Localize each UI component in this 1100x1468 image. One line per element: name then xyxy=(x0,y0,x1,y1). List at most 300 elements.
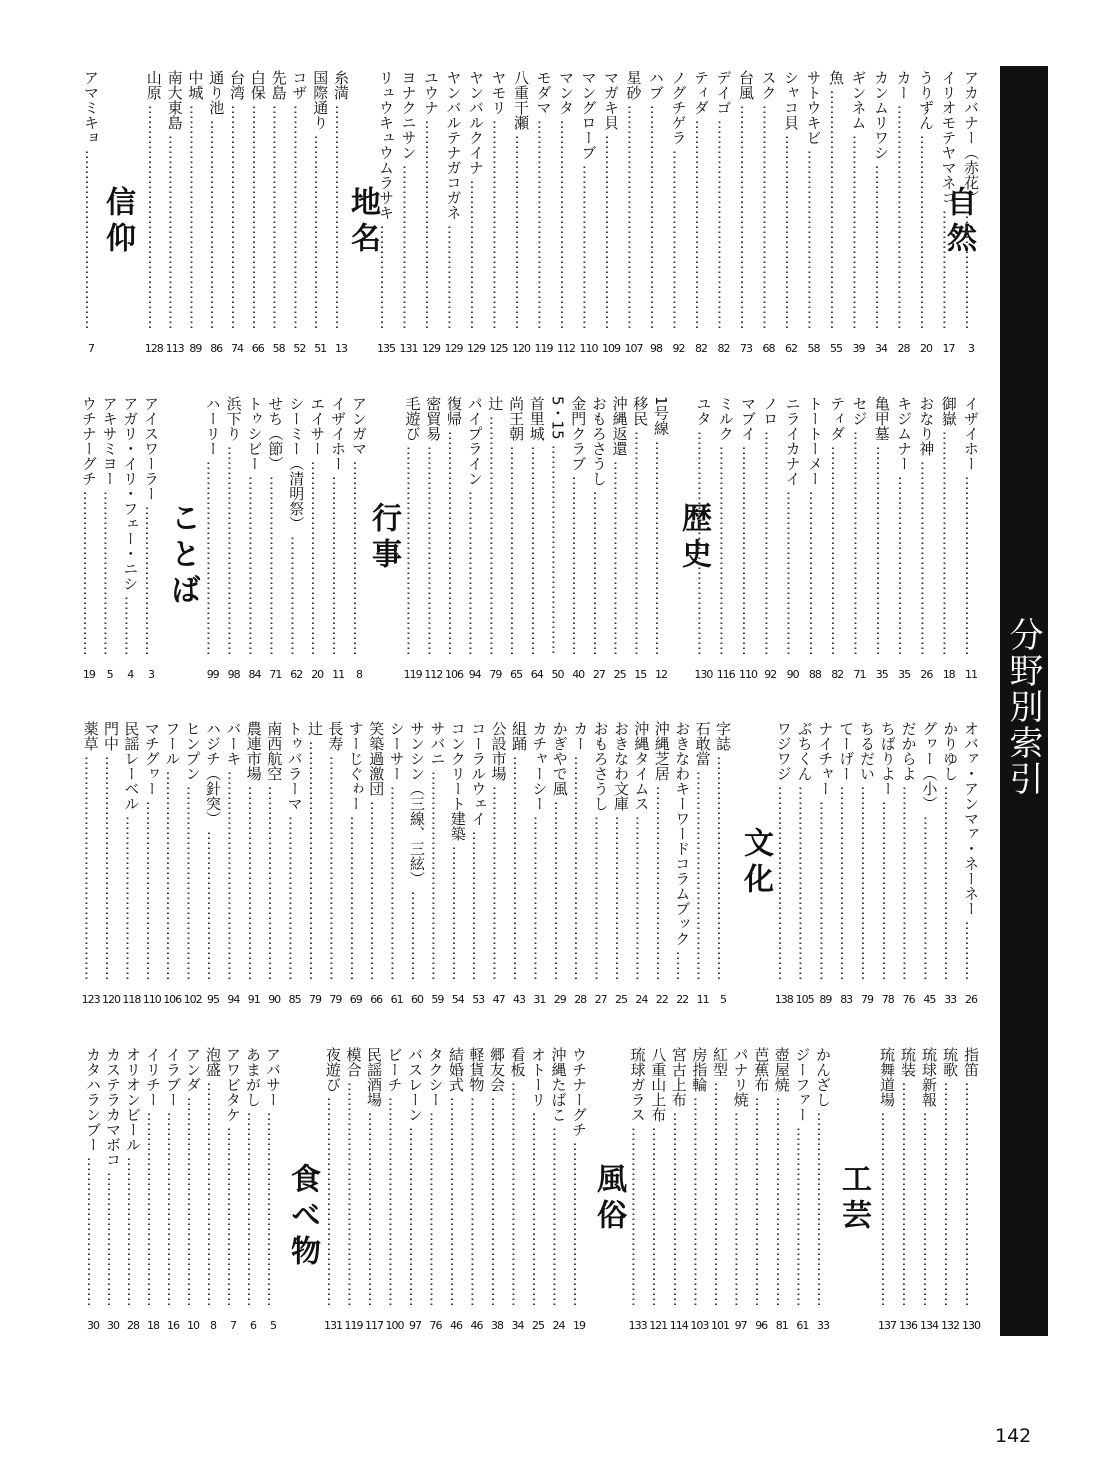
entry-name: カー …………………………………………………………………………………………………… xyxy=(893,70,915,330)
entry-page: 40 xyxy=(572,668,585,681)
entry-name: せち（節） …………………………………………………………………………………………………… xyxy=(264,396,286,656)
entry-name: 夜遊び …………………………………………………………………………………………………… xyxy=(322,1047,344,1307)
index-entry xyxy=(120,717,142,1017)
index-entry xyxy=(486,1043,508,1343)
index-entry xyxy=(938,392,960,692)
entry-name: 辻 …………………………………………………………………………………………………… xyxy=(484,396,506,656)
entry-name: ちばりよー …………………………………………………………………………………………………… xyxy=(877,721,899,981)
heading-fuzoku: 風俗 xyxy=(591,1163,626,1235)
entry-page: 76 xyxy=(429,1319,442,1332)
index-entry xyxy=(384,1043,406,1343)
entry-name: パイプライン …………………………………………………………………………………………………… xyxy=(464,396,486,656)
entry-page: 60 xyxy=(411,993,423,1006)
entry-name: ワジワジ …………………………………………………………………………………………………… xyxy=(773,721,795,981)
entry-page: 34 xyxy=(511,1319,524,1332)
entry-name: ユウナ …………………………………………………………………………………………………… xyxy=(420,70,442,330)
entry-name: イリチー …………………………………………………………………………………………………… xyxy=(142,1047,164,1307)
index-entry xyxy=(668,1043,690,1343)
index-entry xyxy=(645,66,667,366)
index-entry xyxy=(508,717,530,1017)
index-entry xyxy=(80,717,102,1017)
entry-name: おもろさうし …………………………………………………………………………………………………… xyxy=(590,721,612,981)
index-entry xyxy=(119,392,141,692)
entry-name: バーキ …………………………………………………………………………………………………… xyxy=(222,721,244,981)
entry-page: 24 xyxy=(552,1319,565,1332)
entry-page: 52 xyxy=(293,342,306,355)
entry-name: 5・15 …………………………………………………………………………………………………… xyxy=(547,396,569,656)
entry-name: ハブ …………………………………………………………………………………………………… xyxy=(645,70,667,330)
entry-page: 38 xyxy=(491,1319,503,1332)
entry-name: 台湾 …………………………………………………………………………………………………… xyxy=(226,70,248,330)
entry-page: 61 xyxy=(390,993,403,1006)
entry-name: バスレーン …………………………………………………………………………………………………… xyxy=(404,1047,426,1307)
index-entry xyxy=(918,1043,940,1343)
index-entry xyxy=(877,717,899,1017)
index-entry xyxy=(960,1043,982,1343)
entry-page: 99 xyxy=(206,668,219,681)
entry-page: 58 xyxy=(807,342,820,355)
entry-name: おきなわキーワードコラムブック …………………………………………………………………………………………………… xyxy=(671,721,693,981)
entry-name: タクシー …………………………………………………………………………………………………… xyxy=(425,1047,447,1307)
entry-page: 120 xyxy=(102,993,120,1006)
entry-name: アカバナー（赤花） …………………………………………………………………………………………………… xyxy=(960,70,982,330)
entry-name: 尚王朝 …………………………………………………………………………………………………… xyxy=(505,396,527,656)
index-entry xyxy=(182,1043,204,1343)
entry-name: コンクリート建築 …………………………………………………………………………………………………… xyxy=(447,721,469,981)
entry-name: アキサミヨー …………………………………………………………………………………………………… xyxy=(99,396,121,656)
entry-page: 135 xyxy=(377,342,395,355)
entry-page: 11 xyxy=(965,668,977,681)
index-entry xyxy=(164,66,186,366)
entry-page: 25 xyxy=(615,993,627,1006)
entry-name: 密貿易 …………………………………………………………………………………………………… xyxy=(422,396,444,656)
entry-name: 宮古上布 …………………………………………………………………………………………………… xyxy=(668,1047,690,1307)
index-entry xyxy=(835,717,857,1017)
heading-shinko: 信仰 xyxy=(100,186,135,258)
index-entry xyxy=(484,392,506,692)
index-entry xyxy=(464,392,486,692)
entry-name: 国際通り …………………………………………………………………………………………………… xyxy=(309,70,331,330)
index-entry xyxy=(425,1043,447,1343)
entry-page: 78 xyxy=(881,993,894,1006)
entry-name: フール …………………………………………………………………………………………………… xyxy=(161,721,183,981)
index-entry xyxy=(162,1043,184,1343)
entry-page: 129 xyxy=(467,342,485,355)
entry-name: ヒンプン …………………………………………………………………………………………………… xyxy=(182,721,204,981)
index-entry xyxy=(812,1043,834,1343)
heading-bunka: 文化 xyxy=(738,827,773,899)
entry-name: 沖縄たばこ …………………………………………………………………………………………………… xyxy=(548,1047,570,1307)
index-entry xyxy=(750,1043,772,1343)
entry-page: 89 xyxy=(189,342,202,355)
entry-page: 35 xyxy=(875,668,888,681)
entry-name: 復帰 …………………………………………………………………………………………………… xyxy=(443,396,465,656)
entry-page: 94 xyxy=(468,668,481,681)
entry-page: 35 xyxy=(898,668,911,681)
entry-page: 22 xyxy=(676,993,689,1006)
entry-page: 97 xyxy=(734,1319,747,1332)
entry-page: 27 xyxy=(592,668,605,681)
entry-name: アマミキョ …………………………………………………………………………………………………… xyxy=(80,70,102,330)
entry-name: 魚 …………………………………………………………………………………………………… xyxy=(825,70,847,330)
index-entry xyxy=(918,717,940,1017)
index-entry xyxy=(443,392,465,692)
entry-name: アンガマ …………………………………………………………………………………………………… xyxy=(348,396,370,656)
index-entry xyxy=(202,717,224,1017)
entry-page: 51 xyxy=(314,342,327,355)
entry-name: デイゴ …………………………………………………………………………………………………… xyxy=(713,70,735,330)
entry-name: ギンネム …………………………………………………………………………………………………… xyxy=(848,70,870,330)
index-entry xyxy=(488,717,510,1017)
entry-page: 129 xyxy=(444,342,463,355)
entry-page: 11 xyxy=(332,668,345,681)
entry-page: 3 xyxy=(148,668,154,681)
index-entry xyxy=(288,66,310,366)
entry-page: 26 xyxy=(920,668,933,681)
entry-page: 66 xyxy=(251,342,264,355)
entry-name: かぎやで風 …………………………………………………………………………………………………… xyxy=(549,721,571,981)
index-entry xyxy=(406,717,428,1017)
entry-page: 12 xyxy=(655,668,667,681)
index-entry xyxy=(712,717,734,1017)
index-entry xyxy=(526,392,548,692)
index-entry xyxy=(759,392,781,692)
entry-page: 5 xyxy=(270,1319,276,1332)
entry-name: トゥバラーマ …………………………………………………………………………………………………… xyxy=(284,721,306,981)
entry-name: ウチナーグチ …………………………………………………………………………………………………… xyxy=(568,1047,590,1307)
entry-name: ティダ …………………………………………………………………………………………………… xyxy=(690,70,712,330)
entry-page: 131 xyxy=(324,1319,342,1332)
entry-page: 88 xyxy=(808,668,821,681)
index-entry xyxy=(184,66,206,366)
entry-page: 76 xyxy=(902,993,915,1006)
index-entry xyxy=(794,717,816,1017)
entry-name: 民謡レーベル …………………………………………………………………………………………………… xyxy=(120,721,142,981)
entry-page: 114 xyxy=(669,1319,688,1332)
entry-name: 軽貨物 …………………………………………………………………………………………………… xyxy=(466,1047,488,1307)
entry-page: 25 xyxy=(532,1319,544,1332)
index-entry xyxy=(893,66,915,366)
entry-page: 86 xyxy=(210,342,223,355)
entry-page: 119 xyxy=(534,342,553,355)
entry-page: 82 xyxy=(831,668,844,681)
index-entry xyxy=(715,392,737,692)
entry-name: サトウキビ …………………………………………………………………………………………………… xyxy=(803,70,825,330)
heading-shizen: 自然 xyxy=(941,186,976,258)
entry-page: 92 xyxy=(672,342,685,355)
entry-name: サンシン（三線、三絃） …………………………………………………………………………………………………… xyxy=(406,721,428,981)
entry-page: 103 xyxy=(690,1319,709,1332)
entry-page: 79 xyxy=(489,668,502,681)
entry-name: 郷友会 …………………………………………………………………………………………………… xyxy=(486,1047,508,1307)
index-entry xyxy=(730,1043,752,1343)
index-entry xyxy=(426,717,448,1017)
index-entry xyxy=(547,392,569,692)
entry-name: 白保 …………………………………………………………………………………………………… xyxy=(247,70,269,330)
index-entry xyxy=(99,392,121,692)
entry-name: 笑築過激団 …………………………………………………………………………………………………… xyxy=(365,721,387,981)
entry-name: シーミー（清明祭） …………………………………………………………………………………………………… xyxy=(285,396,307,656)
entry-page: 5 xyxy=(720,993,726,1006)
entry-page: 98 xyxy=(227,668,240,681)
entry-page: 120 xyxy=(512,342,530,355)
entry-page: 31 xyxy=(533,993,546,1006)
entry-page: 30 xyxy=(87,1319,99,1332)
entry-name: モダマ …………………………………………………………………………………………………… xyxy=(533,70,555,330)
entry-name: 組踊 …………………………………………………………………………………………………… xyxy=(508,721,530,981)
entry-page: 7 xyxy=(88,342,94,355)
entry-page: 133 xyxy=(628,1319,647,1332)
entry-name: ちるだい …………………………………………………………………………………………………… xyxy=(856,721,878,981)
entry-name: 門中 …………………………………………………………………………………………………… xyxy=(100,721,122,981)
entry-name: 沖縄返還 …………………………………………………………………………………………………… xyxy=(609,396,631,656)
entry-page: 125 xyxy=(489,342,508,355)
entry-page: 129 xyxy=(422,342,440,355)
entry-name: 琉球新報 …………………………………………………………………………………………………… xyxy=(918,1047,940,1307)
index-entry xyxy=(488,66,510,366)
entry-name: 南大東島 …………………………………………………………………………………………………… xyxy=(164,70,186,330)
index-entry xyxy=(507,1043,529,1343)
index-entry xyxy=(960,66,982,366)
index-entry xyxy=(264,392,286,692)
entry-page: 10 xyxy=(187,1319,199,1332)
entry-name: おもろさうし …………………………………………………………………………………………………… xyxy=(588,396,610,656)
index-entry xyxy=(791,1043,813,1343)
index-entry xyxy=(871,392,893,692)
entry-page: 113 xyxy=(165,342,184,355)
entry-name: サバニ …………………………………………………………………………………………………… xyxy=(426,721,448,981)
entry-name: オバァ・アンマァ・ネーネー …………………………………………………………………………………………………… xyxy=(960,721,982,981)
entry-page: 136 xyxy=(899,1319,917,1332)
entry-page: 62 xyxy=(785,342,797,355)
entry-page: 8 xyxy=(210,1319,216,1332)
index-entry xyxy=(735,66,757,366)
entry-name: イザイホー …………………………………………………………………………………………………… xyxy=(960,396,982,656)
entry-page: 121 xyxy=(649,1319,668,1332)
entry-name: ヤモリ …………………………………………………………………………………………………… xyxy=(488,70,510,330)
index-entry xyxy=(443,66,465,366)
entry-name: 金門クラブ …………………………………………………………………………………………………… xyxy=(567,396,589,656)
entry-page: 132 xyxy=(941,1319,959,1332)
index-entry xyxy=(898,717,920,1017)
entry-name: 琉球ガラス …………………………………………………………………………………………………… xyxy=(627,1047,649,1307)
entry-name: おなり神 …………………………………………………………………………………………………… xyxy=(915,396,937,656)
entry-name: グヮー（小） …………………………………………………………………………………………………… xyxy=(918,721,940,981)
index-entry xyxy=(141,717,163,1017)
entry-name: ニライカナイ …………………………………………………………………………………………………… xyxy=(782,396,804,656)
index-entry xyxy=(915,392,937,692)
entry-page: 85 xyxy=(288,993,301,1006)
entry-page: 110 xyxy=(579,342,598,355)
entry-name: ジーファー …………………………………………………………………………………………………… xyxy=(791,1047,813,1307)
entry-page: 94 xyxy=(227,993,240,1006)
entry-page: 7 xyxy=(230,1319,236,1332)
index-entry xyxy=(445,1043,467,1343)
entry-name: 通り池 …………………………………………………………………………………………………… xyxy=(205,70,227,330)
entry-page: 24 xyxy=(635,993,648,1006)
index-entry xyxy=(960,717,982,1017)
entry-page: 79 xyxy=(861,993,873,1006)
index-entry xyxy=(688,1043,710,1343)
entry-page: 65 xyxy=(510,668,523,681)
entry-name: カタハランブー …………………………………………………………………………………………………… xyxy=(82,1047,104,1307)
entry-name: ナイチャー …………………………………………………………………………………………………… xyxy=(814,721,836,981)
index-entry xyxy=(330,66,352,366)
page-number: 142 xyxy=(995,1425,1032,1447)
heading-gyoji: 行事 xyxy=(366,502,401,574)
index-entry xyxy=(262,1043,284,1343)
index-entry xyxy=(222,717,244,1017)
entry-page: 82 xyxy=(717,342,730,355)
index-entry xyxy=(623,66,645,366)
index-entry xyxy=(420,66,442,366)
entry-page: 8 xyxy=(356,668,362,681)
entry-name: ティダ …………………………………………………………………………………………………… xyxy=(826,396,848,656)
entry-name: カー …………………………………………………………………………………………………… xyxy=(569,721,591,981)
entry-name: オトーリ …………………………………………………………………………………………………… xyxy=(527,1047,549,1307)
entry-page: 13 xyxy=(335,342,347,355)
entry-page: 79 xyxy=(309,993,321,1006)
entry-page: 119 xyxy=(344,1319,363,1332)
entry-page: 119 xyxy=(403,668,422,681)
entry-name: エイサー …………………………………………………………………………………………………… xyxy=(306,396,328,656)
index-entry xyxy=(856,717,878,1017)
entry-name: すーじぐゎー …………………………………………………………………………………………………… xyxy=(345,721,367,981)
entry-page: 71 xyxy=(269,668,282,681)
index-entry xyxy=(304,717,326,1017)
entry-name: 看板 …………………………………………………………………………………………………… xyxy=(507,1047,529,1307)
index-entry xyxy=(588,392,610,692)
index-entry xyxy=(600,66,622,366)
index-entry xyxy=(447,717,469,1017)
index-entry xyxy=(466,1043,488,1343)
index-entry xyxy=(960,392,982,692)
index-entry xyxy=(771,1043,793,1343)
index-entry xyxy=(343,1043,365,1343)
entry-page: 20 xyxy=(311,668,324,681)
entry-page: 18 xyxy=(147,1319,159,1332)
index-entry xyxy=(569,717,591,1017)
index-entry xyxy=(404,1043,426,1343)
entry-name: マガキ貝 …………………………………………………………………………………………………… xyxy=(600,70,622,330)
index-entry xyxy=(650,392,672,692)
entry-name: あまがし …………………………………………………………………………………………………… xyxy=(242,1047,264,1307)
index-entry xyxy=(549,717,571,1017)
entry-page: 6 xyxy=(250,1319,256,1332)
entry-name: ヨナクニサン …………………………………………………………………………………………………… xyxy=(398,70,420,330)
entry-name: ビーチ …………………………………………………………………………………………………… xyxy=(384,1047,406,1307)
entry-name: イラブー …………………………………………………………………………………………………… xyxy=(162,1047,184,1307)
index-entry xyxy=(876,1043,898,1343)
index-entry xyxy=(533,66,555,366)
entry-name: 首里城 …………………………………………………………………………………………………… xyxy=(526,396,548,656)
index-entry xyxy=(713,66,735,366)
index-entry xyxy=(78,392,100,692)
index-entry xyxy=(100,717,122,1017)
index-entry xyxy=(268,66,290,366)
entry-name: 字誌 …………………………………………………………………………………………………… xyxy=(712,721,734,981)
entry-page: 138 xyxy=(774,993,793,1006)
entry-name: アバサー …………………………………………………………………………………………………… xyxy=(262,1047,284,1307)
entry-name: オリオンビール …………………………………………………………………………………………………… xyxy=(122,1047,144,1307)
entry-name: ヤンバルテナガコガネ …………………………………………………………………………………………………… xyxy=(443,70,465,330)
entry-page: 92 xyxy=(764,668,777,681)
heading-tabemono: 食べ物 xyxy=(285,1163,320,1271)
index-entry xyxy=(363,1043,385,1343)
entry-page: 28 xyxy=(897,342,910,355)
entry-page: 110 xyxy=(142,993,161,1006)
entry-name: 毛遊び …………………………………………………………………………………………………… xyxy=(402,396,424,656)
entry-page: 106 xyxy=(445,668,463,681)
index-row-3 xyxy=(0,717,1000,1017)
entry-page: 16 xyxy=(167,1319,179,1332)
index-entry xyxy=(202,1043,224,1343)
entry-page: 118 xyxy=(122,993,141,1006)
entry-name: 模合 …………………………………………………………………………………………………… xyxy=(343,1047,365,1307)
entry-page: 28 xyxy=(574,993,587,1006)
entry-name: アイスワーラー …………………………………………………………………………………………………… xyxy=(140,396,162,656)
index-entry xyxy=(244,392,266,692)
entry-name: リュウキュウムラサキ …………………………………………………………………………………………………… xyxy=(375,70,397,330)
entry-name: 農連市場 …………………………………………………………………………………………………… xyxy=(243,721,265,981)
entry-page: 46 xyxy=(450,1319,462,1332)
index-entry xyxy=(578,66,600,366)
entry-page: 112 xyxy=(557,342,575,355)
entry-page: 101 xyxy=(711,1319,729,1332)
entry-page: 100 xyxy=(385,1319,404,1332)
entry-page: 54 xyxy=(451,993,464,1006)
entry-page: 102 xyxy=(183,993,202,1006)
entry-name: だからよ …………………………………………………………………………………………………… xyxy=(898,721,920,981)
entry-name: マブイ …………………………………………………………………………………………………… xyxy=(737,396,759,656)
index-entry xyxy=(758,66,780,366)
entry-name: ハーリー …………………………………………………………………………………………………… xyxy=(202,396,224,656)
entry-name: カチャーシー …………………………………………………………………………………………………… xyxy=(528,721,550,981)
entry-name: 八重干瀬 …………………………………………………………………………………………………… xyxy=(510,70,532,330)
entry-name: ハジチ（針突） …………………………………………………………………………………………………… xyxy=(202,721,224,981)
entry-name: 八重山上布 …………………………………………………………………………………………………… xyxy=(647,1047,669,1307)
entry-name: トートーメー …………………………………………………………………………………………………… xyxy=(804,396,826,656)
entry-page: 30 xyxy=(107,1319,119,1332)
entry-page: 71 xyxy=(853,668,866,681)
entry-page: 46 xyxy=(470,1319,483,1332)
entry-name: マングローブ …………………………………………………………………………………………………… xyxy=(578,70,600,330)
entry-name: カステラカマボコ …………………………………………………………………………………………………… xyxy=(102,1047,124,1307)
entry-name: 房指輪 …………………………………………………………………………………………………… xyxy=(688,1047,710,1307)
entry-page: 116 xyxy=(716,668,735,681)
entry-name: カンムリワシ …………………………………………………………………………………………………… xyxy=(870,70,892,330)
entry-name: かんざし …………………………………………………………………………………………………… xyxy=(812,1047,834,1307)
index-entry xyxy=(555,66,577,366)
entry-page: 39 xyxy=(852,342,865,355)
entry-page: 59 xyxy=(431,993,444,1006)
index-entry xyxy=(285,392,307,692)
entry-name: 公設市場 …………………………………………………………………………………………………… xyxy=(488,721,510,981)
entry-page: 3 xyxy=(968,342,974,355)
entry-name: ウチナーグチ …………………………………………………………………………………………………… xyxy=(78,396,100,656)
entry-name: マチグヮー …………………………………………………………………………………………………… xyxy=(141,721,163,981)
entry-name: コザ …………………………………………………………………………………………………… xyxy=(288,70,310,330)
entry-name: パナリ焼 …………………………………………………………………………………………………… xyxy=(730,1047,752,1307)
entry-name: 亀甲墓 …………………………………………………………………………………………………… xyxy=(871,396,893,656)
index-entry xyxy=(422,392,444,692)
entry-name: 琉装 …………………………………………………………………………………………………… xyxy=(897,1047,919,1307)
index-entry xyxy=(609,392,631,692)
entry-page: 89 xyxy=(819,993,832,1006)
index-entry xyxy=(630,717,652,1017)
index-entry xyxy=(668,66,690,366)
entry-name: アワビタケ …………………………………………………………………………………………………… xyxy=(222,1047,244,1307)
